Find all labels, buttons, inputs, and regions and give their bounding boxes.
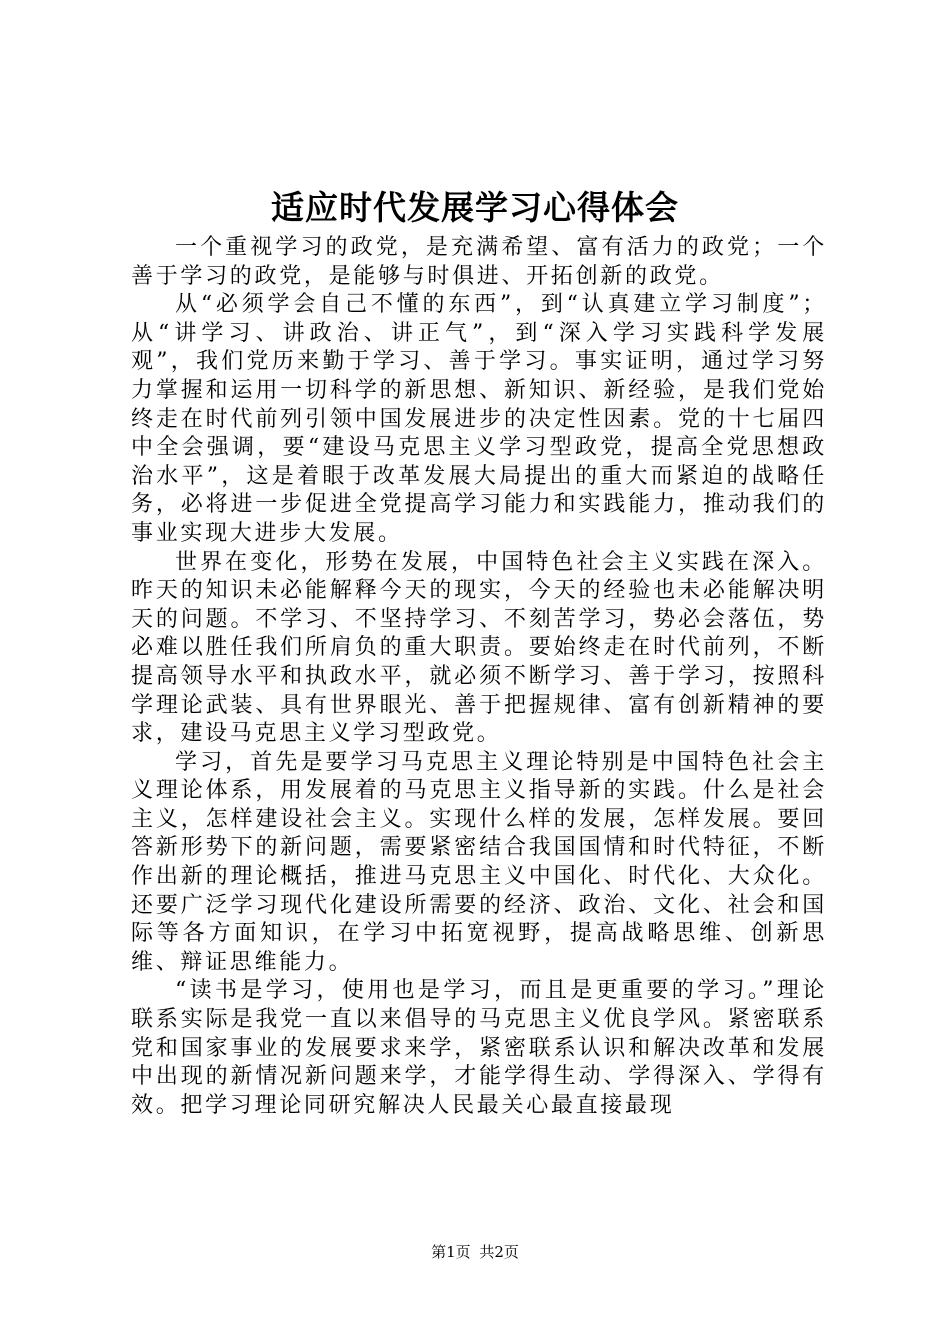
page-footer bbox=[0, 1242, 950, 1262]
document-body bbox=[131, 234, 827, 1120]
paragraph-5: “读书是学习，使用也是学习，而且是更重要的学习。”理论联系实际是我党一直以来倡导的马克思主义优良学风。紧密联系党和国家事业的发展要求来学，紧密联系认识和解决改革和发展中出现的新情况新问题来学，才能学得生动、学得深入、学得有效。把学习理论同研究解决人民最关心最直接最现 bbox=[131, 978, 827, 1118]
paragraph-3: 世界在变化，形势在发展，中国特色社会主义实践在深入。昨天的知识未必能解释今天的现实，今天的经验也未必能解决明天的问题。不学习、不坚持学习、不刻苦学习，势必会落伍，势必难以胜任我们所肩负的重大职责。要始终走在时代前列，不断提高领导水平和执政水平，就必须不断学习、善于学习，按照科学理论武装、具有世界眼光、善于把握规律、富有创新精神的要求，建设马克思主义学习型政党。 bbox=[131, 549, 827, 747]
page-total: 共2页 bbox=[479, 1243, 519, 1261]
page-number: 第1页 bbox=[431, 1243, 471, 1261]
paragraph-1: 一个重视学习的政党，是充满希望、富有活力的政党；一个善于学习的政党，是能够与时俱进、开拓创新的政党。 bbox=[131, 235, 827, 289]
paragraph-2: 从“必须学会自己不懂的东西”，到“认真建立学习制度”；从“讲学习、讲政治、讲正气”，到“深入学习实践科学发展观”，我们党历来勤于学习、善于学习。事实证明，通过学习努力掌握和运用一切科学的新思想、新知识、新经验，是我们党始终走在时代前列引领中国发展进步的决定性因素。党的十七届四中全会强调，要“建设马克思主义学习型政党，提高全党思想政治水平”，这是着眼于改革发展大局提出的重大而紧迫的战略任务，必将进一步促进全党提高学习能力和实践能力，推动我们的事业实现大进步大发展。 bbox=[131, 292, 827, 546]
document-title: 适应时代发展学习心得体会 bbox=[271, 188, 679, 227]
paragraph-4: 学习，首先是要学习马克思主义理论特别是中国特色社会主义理论体系，用发展着的马克思主义指导新的实践。什么是社会主义，怎样建设社会主义。实现什么样的发展，怎样发展。要回答新形势下的新问题，需要紧密结合我国国情和时代特征，不断作出新的理论概括，推进马克思主义中国化、时代化、大众化。还要广泛学习现代化建设所需要的经济、政治、文化、社会和国际等各方面知识，在学习中拓宽视野，提高战略思维、创新思维、辩证思维能力。 bbox=[131, 749, 827, 975]
